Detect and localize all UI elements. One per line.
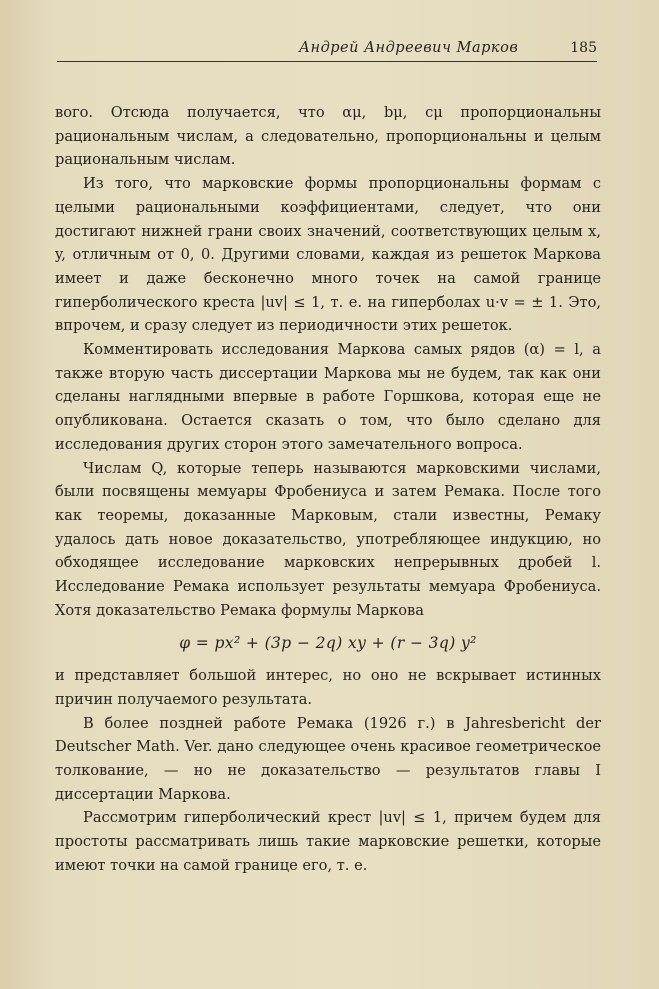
running-head: Андрей Андреевич Марков — [299, 40, 519, 56]
display-formula: φ = px² + (3p − 2q) xy + (r − 3q) y² — [179, 634, 477, 653]
body-text — [55, 101, 601, 878]
page-header — [57, 40, 597, 62]
paragraph: и представляет большой интерес, но оно не вскрывает истинных причин получаемого результата. — [55, 667, 601, 708]
paragraph: Комментировать исследования Маркова самых рядов (α) = l, а также вторую часть диссертации Маркова мы не будем, так как они сделаны наглядными впервые в работе Горшкова, которая еще не опубликована. Остается сказать о том, что было сделано для исследования других сторон этого замечательного вопроса. — [55, 341, 601, 453]
paragraph: Числам Q, которые теперь называются марковскими числами, были посвящены мемуары Фробениуса и затем Ремака. После того как теоремы, доказанные Марковым, стали известны, Ремаку удалось дать новое доказательство, употребляющее индукцию, но обходящее исследование марковских непрерывных дробей l. Исследование Ремака использует результаты мемуара Фробениуса. Хотя доказательство Ремака формулы Маркова — [55, 459, 601, 619]
paragraph: Из того, что марковские формы пропорциональны формам с целыми рациональными коэффициентами, следует, что они достигают нижней грани своих значений, соответствующих целым x, y, отличным от 0, 0. Другими словами, каждая из решеток Маркова имеет и даже бесконечно много точек на самой границе гиперболического креста |uv| ≤ 1, т. е. на гиперболах u·v = ± 1. Это, впрочем, и сразу следует из периодичности этих решеток. — [55, 175, 601, 335]
page-number: 185 — [570, 40, 597, 56]
paragraph: Рассмотрим гиперболический крест |uv| ≤ 1, причем будем для простоты рассматривать лишь такие марковские решетки, которые имеют точки на самой границе его, т. е. — [55, 809, 601, 874]
paragraph: вого. Отсюда получается, что αμ, bμ, cμ пропорциональны рациональным числам, а следовательно, пропорциональны и целым рациональным числам. — [55, 104, 601, 169]
paragraph: В более поздней работе Ремака (1926 г.) в Jahresbericht der Deutscher Math. Ver. дано следующее очень красивое геометрическое толкование, — но не доказательство — результатов главы I диссертации Маркова. — [55, 714, 601, 803]
